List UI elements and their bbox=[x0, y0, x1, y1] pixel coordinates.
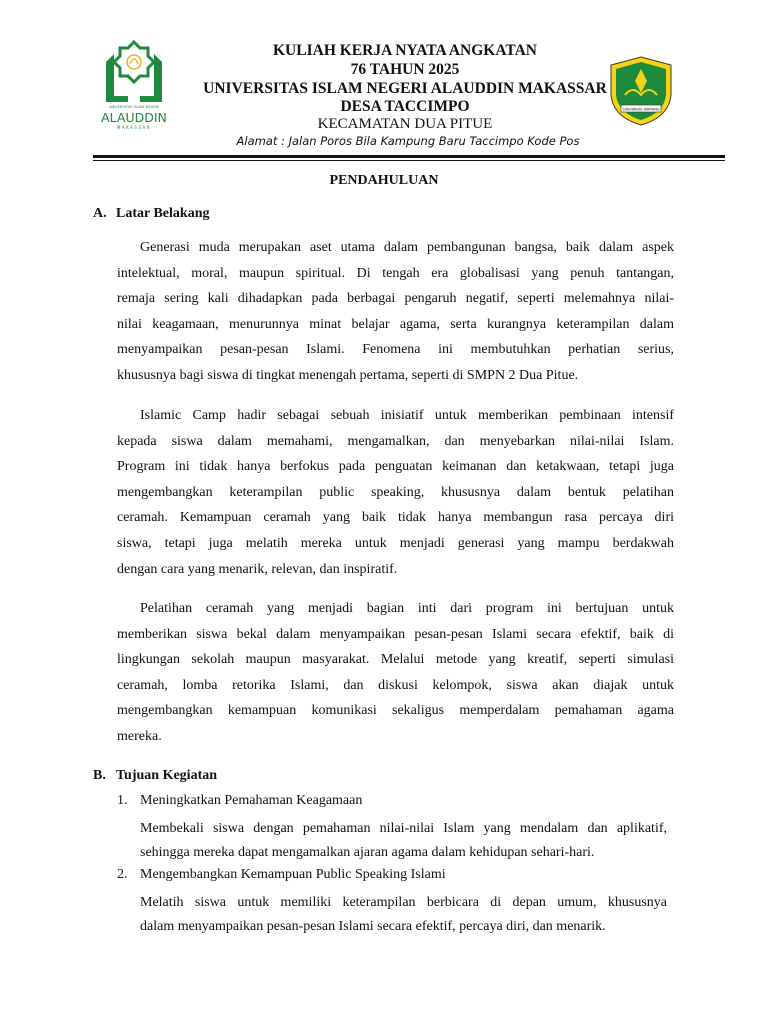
paragraph-line: Program ini tidak hanya berfokus pada penguatan keimanan dan ketakwaan, tetapi juga bbox=[117, 459, 674, 475]
paragraph-line: mereka. bbox=[117, 728, 162, 744]
paragraph-line: dengan cara yang menarik, relevan, dan inspiratif. bbox=[117, 561, 398, 577]
paragraph-line: Generasi muda merupakan aset utama dalam pembangunan bangsa, baik dalam aspek bbox=[140, 240, 674, 255]
section-b-label: B. bbox=[93, 768, 106, 783]
paragraph-line: menyampaikan pesan-pesan Islami. Fenomena ini membutuhkan perhatian serius, bbox=[117, 342, 674, 358]
list-item-2-title bbox=[117, 867, 446, 883]
section-b-title: Tujuan Kegiatan bbox=[116, 768, 218, 783]
header-line-5: KECAMATAN DUA PITUE bbox=[317, 116, 493, 132]
paragraph-line: ceramah, lomba retorika Islami, dan diskusi kelompok, siswa akan diajak untuk bbox=[117, 677, 674, 693]
section-a-label: A. bbox=[93, 206, 107, 221]
list-item-title: Mengembangkan Kemampuan Public Speaking Islami bbox=[140, 867, 446, 882]
paragraph-line: lingkungan sekolah maupun masyarakat. Melalui metode yang kreatif, seperti simulasi bbox=[117, 652, 674, 668]
paragraph-line: mengembangkan kemampuan komunikasi sekaligus memperdalam pemahaman agama bbox=[117, 703, 674, 719]
header-line-2: 76 TAHUN 2025 bbox=[350, 61, 460, 78]
description-line: Melatih siswa untuk memiliki keterampilan berbicara di depan umum, khususnya bbox=[140, 895, 667, 910]
list-item-1-description bbox=[140, 817, 667, 865]
paragraph-line: mengembangkan keterampilan public speaking, khususnya dalam bentuk pelatihan bbox=[117, 484, 674, 500]
logo-right-banner: SIDENRENG RAPPANG bbox=[622, 107, 660, 112]
header-divider-thick bbox=[93, 155, 725, 158]
paragraph-line: khususnya bagi siswa di tingkat menengah pertama, seperti di SMPN 2 Dua Pitue. bbox=[117, 367, 579, 383]
section-a-title: Latar Belakang bbox=[116, 206, 210, 221]
list-item-title: Meningkatkan Pemahaman Keagamaan bbox=[140, 793, 363, 808]
paragraph-3 bbox=[117, 596, 674, 750]
page-title: PENDAHULUAN bbox=[329, 173, 439, 188]
paragraph-line: ceramah. Kemampuan ceramah yang baik tidak hanya membangun rasa percaya diri bbox=[117, 510, 674, 526]
paragraph-line: intelektual, moral, maupun spiritual. Di tengah era globalisasi yang penuh tantangan, bbox=[117, 265, 674, 281]
paragraph-line: remaja sering kali dihadapkan pada berbagai pengaruh negatif, seperti melemahnya nilai- bbox=[117, 291, 674, 307]
paragraph-2 bbox=[117, 403, 674, 582]
section-a-heading bbox=[93, 206, 209, 222]
paragraph-line: Islamic Camp hadir sebagai sebuah inisiatif untuk memberikan pembinaan intensif bbox=[140, 408, 674, 423]
paragraph-line: memberikan siswa bekal dalam menyampaikan pesan-pesan Islami secara efektif, baik di bbox=[117, 626, 674, 642]
header-line-3: UNIVERSITAS ISLAM NEGERI ALAUDDIN MAKASSAR bbox=[203, 80, 607, 97]
header-line-4: DESA TACCIMPO bbox=[340, 98, 470, 115]
logo-left-small-text: UNIVERSITAS ISLAM NEGERI bbox=[108, 105, 160, 109]
description-line: Membekali siswa dengan pemahaman nilai-nilai Islam yang mendalam dan aplikatif, bbox=[140, 821, 667, 836]
header-divider-thin bbox=[93, 160, 725, 161]
logo-left-name: ALAUDDIN bbox=[101, 110, 167, 125]
header-line-1: KULIAH KERJA NYATA ANGKATAN bbox=[273, 42, 537, 59]
header-address: Alamat : Jalan Poros Bila Kampung Baru Taccimpo Kode Pos bbox=[236, 134, 580, 148]
list-item-1-title bbox=[117, 793, 362, 809]
paragraph-line: Pelatihan ceramah yang menjadi bagian inti dari program ini bertujuan untuk bbox=[140, 601, 674, 616]
section-b-heading bbox=[93, 768, 217, 784]
paragraph-line: siswa, tetapi juga melatih mereka untuk menjadi generasi yang mampu berdakwah bbox=[117, 535, 674, 551]
paragraph-line: nilai keagamaan, menurunnya minat belajar agama, serta kurangnya keterampilan dalam bbox=[117, 316, 674, 332]
logo-left-city: MAKASSAR bbox=[116, 125, 152, 130]
paragraph-line: kepada siswa dalam memahami, mengamalkan, dan menyebarkan nilai-nilai Islam. bbox=[117, 433, 674, 449]
list-item-2-description bbox=[140, 891, 667, 939]
paragraph-1 bbox=[117, 235, 674, 389]
description-line: sehingga mereka dapat mengamalkan ajaran agama dalam kehidupan sehari-hari. bbox=[140, 845, 595, 860]
list-item-number: 1. bbox=[117, 793, 128, 808]
description-line: dalam menyampaikan pesan-pesan Islami secara efektif, percaya diri, dan menarik. bbox=[140, 919, 606, 934]
list-item-number: 2. bbox=[117, 867, 128, 882]
